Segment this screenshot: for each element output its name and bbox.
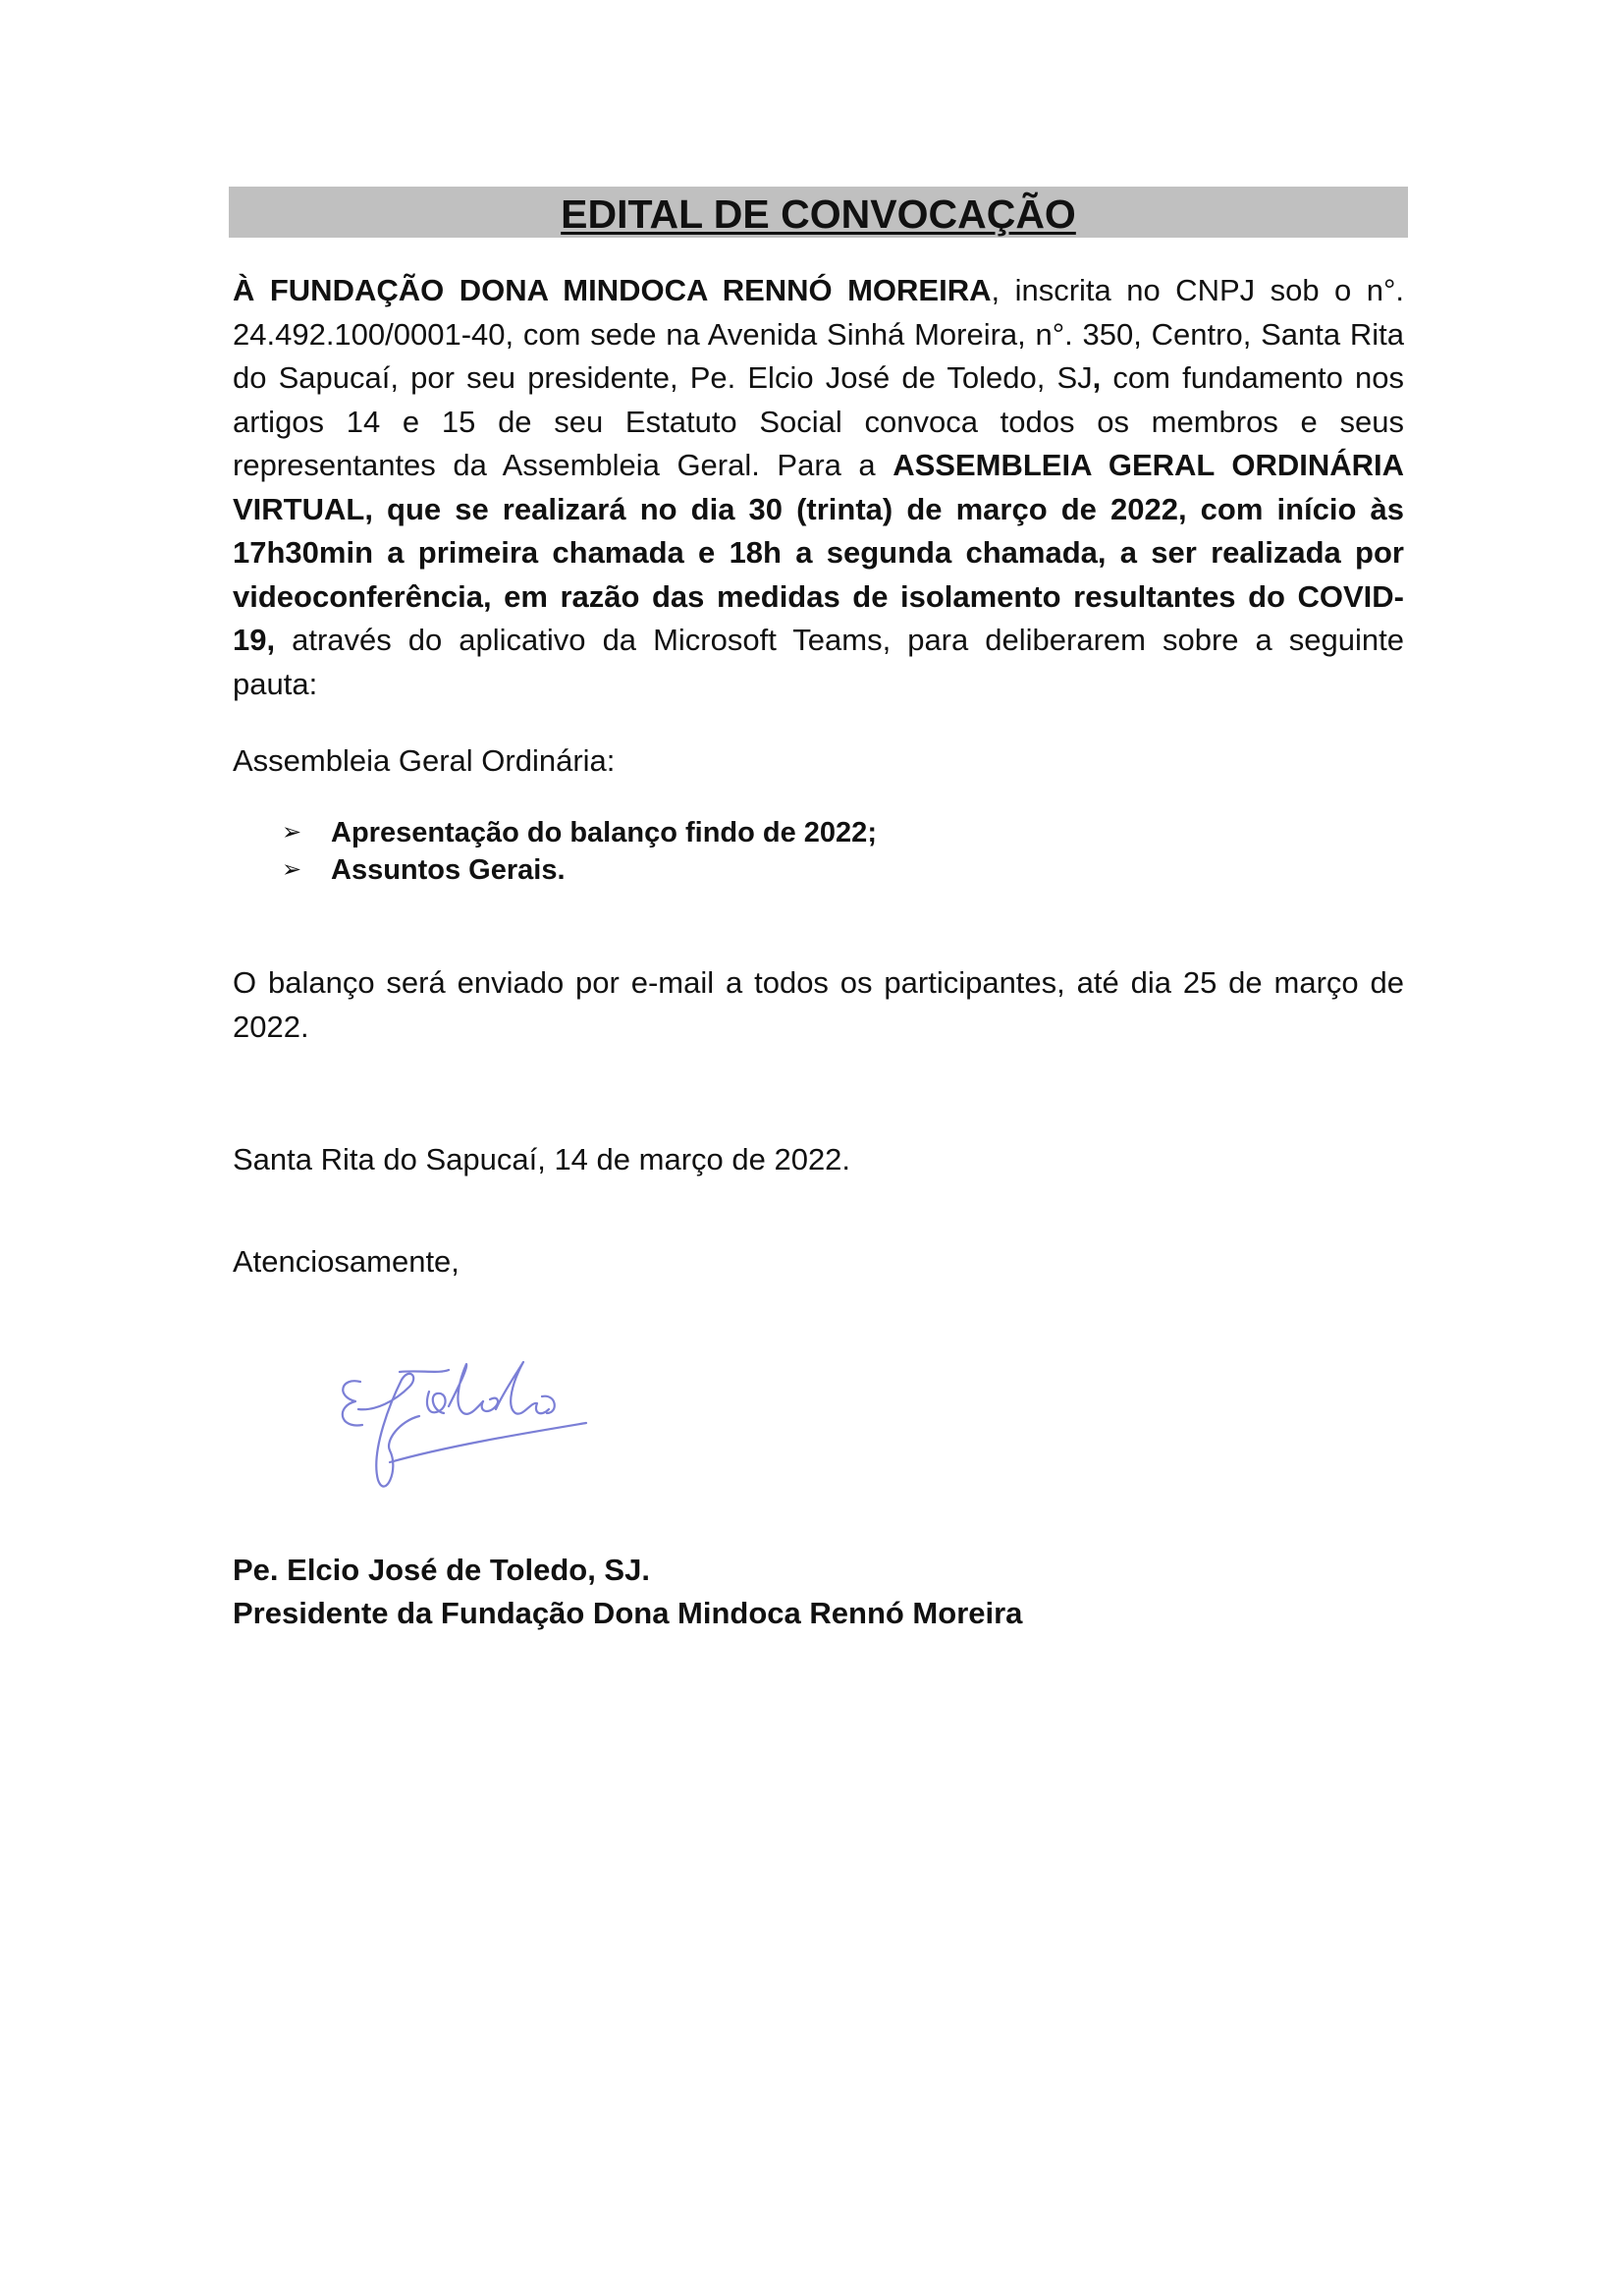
place-and-date: Santa Rita do Sapucaí, 14 de março de 2022.	[233, 1142, 851, 1176]
agenda-label: Assembleia Geral Ordinária:	[233, 743, 616, 778]
document-title: EDITAL DE CONVOCAÇÃO	[561, 191, 1076, 237]
signatory-block	[233, 1549, 1404, 1635]
balance-note: O balanço será enviado por e-mail a todos os participantes, até dia 25 de março de 2022.	[233, 965, 1404, 1044]
signatory-role: Presidente da Fundação Dona Mindoca Rennó Moreira	[233, 1596, 1023, 1630]
intro-comma: ,	[1092, 360, 1102, 395]
title-banner	[229, 187, 1408, 238]
signature-icon	[331, 1352, 625, 1500]
agenda-list	[233, 814, 1404, 889]
handwritten-signature	[331, 1352, 625, 1500]
foundation-name: À FUNDAÇÃO DONA MINDOCA RENNÓ MOREIRA	[233, 273, 992, 307]
closing-salutation: Atenciosamente,	[233, 1244, 460, 1279]
list-item	[233, 814, 1404, 851]
arrow-bullet-icon: ➢	[282, 819, 302, 846]
arrow-bullet-icon: ➢	[282, 856, 302, 883]
intro-text-b: com fundamento nos artigos 14 e 15 de seu Estatuto Social convoca todos os membros e seus representantes da Assembleia Geral. Para a	[233, 360, 1404, 482]
convocation-paragraph	[233, 269, 1404, 706]
signatory-name: Pe. Elcio José de Toledo, SJ.	[233, 1553, 650, 1587]
intro-text-c: através do aplicativo da Microsoft Teams, para deliberarem sobre a seguinte pauta:	[233, 623, 1404, 701]
agenda-item-text: Assuntos Gerais.	[331, 854, 566, 886]
list-item	[233, 851, 1404, 889]
document-page	[233, 187, 1404, 1635]
assembly-details: ASSEMBLEIA GERAL ORDINÁRIA VIRTUAL, que se realizará no dia 30 (trinta) de março de 2022, com início às 17h30min a primeira chamada e 18h a segunda chamada, a ser realizada por videoconferência, em razão das medidas de isolamento resultantes do COVID-19,	[233, 448, 1404, 657]
intro-text-a: , inscrita no CNPJ sob o n°. 24.492.100/0001-40, com sede na Avenida Sinhá Moreira, n°. 350, Centro, Santa Rita do Sapucaí, por seu presidente, Pe. Elcio José de Toledo, SJ	[233, 273, 1405, 395]
agenda-item-text: Apresentação do balanço findo de 2022;	[331, 817, 877, 848]
